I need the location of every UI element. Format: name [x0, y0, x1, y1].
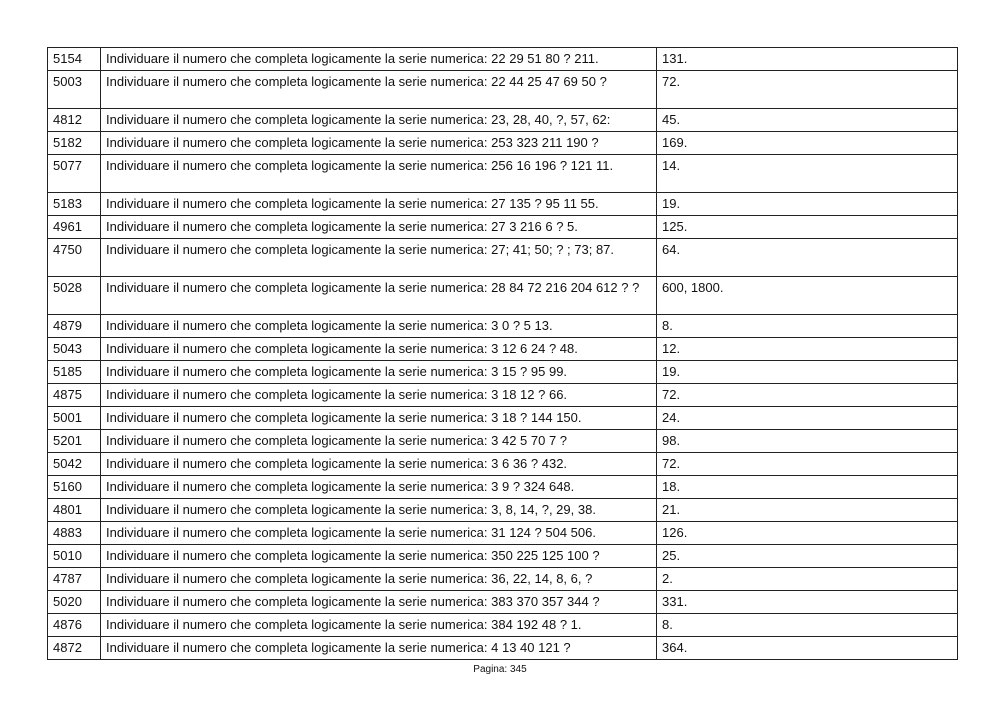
answer-cell: 8.: [657, 614, 958, 637]
question-id-cell: 5042: [48, 453, 101, 476]
table-row: [48, 277, 958, 315]
question-id-cell: 5185: [48, 361, 101, 384]
question-id-cell: 5183: [48, 193, 101, 216]
question-id-cell: 4875: [48, 384, 101, 407]
questions-table: [47, 47, 958, 660]
question-id-cell: 4801: [48, 499, 101, 522]
answer-cell: 72.: [657, 453, 958, 476]
answer-cell: 600, 1800.: [657, 277, 958, 315]
answer-cell: 24.: [657, 407, 958, 430]
question-id-cell: 5154: [48, 48, 101, 71]
question-text-cell: Individuare il numero che completa logicamente la serie numerica: 3 18 ? 144 150.: [101, 407, 657, 430]
answer-cell: 19.: [657, 361, 958, 384]
question-text-cell: Individuare il numero che completa logicamente la serie numerica: 3 42 5 70 7 ?: [101, 430, 657, 453]
question-id-cell: 4883: [48, 522, 101, 545]
answer-cell: 21.: [657, 499, 958, 522]
question-id-cell: 5020: [48, 591, 101, 614]
answer-cell: 14.: [657, 155, 958, 193]
table-row: [48, 499, 958, 522]
question-text-cell: Individuare il numero che completa logicamente la serie numerica: 36, 22, 14, 8, 6, ?: [101, 568, 657, 591]
table-row: [48, 193, 958, 216]
table-row: [48, 614, 958, 637]
table-row: [48, 48, 958, 71]
answer-cell: 364.: [657, 637, 958, 660]
question-id-cell: 5001: [48, 407, 101, 430]
answer-cell: 131.: [657, 48, 958, 71]
question-text-cell: Individuare il numero che completa logicamente la serie numerica: 22 29 51 80 ? 211.: [101, 48, 657, 71]
question-id-cell: 4879: [48, 315, 101, 338]
question-id-cell: 5043: [48, 338, 101, 361]
table-row: [48, 568, 958, 591]
answer-cell: 98.: [657, 430, 958, 453]
question-id-cell: 4787: [48, 568, 101, 591]
answer-cell: 25.: [657, 545, 958, 568]
question-text-cell: Individuare il numero che completa logicamente la serie numerica: 3 12 6 24 ? 48.: [101, 338, 657, 361]
table-row: [48, 109, 958, 132]
table-row: [48, 132, 958, 155]
question-text-cell: Individuare il numero che completa logicamente la serie numerica: 3 9 ? 324 648.: [101, 476, 657, 499]
answer-cell: 125.: [657, 216, 958, 239]
question-id-cell: 4812: [48, 109, 101, 132]
table-row: [48, 453, 958, 476]
question-text-cell: Individuare il numero che completa logicamente la serie numerica: 27 3 216 6 ? 5.: [101, 216, 657, 239]
table-row: [48, 338, 958, 361]
table-row: [48, 155, 958, 193]
question-text-cell: Individuare il numero che completa logicamente la serie numerica: 28 84 72 216 204 612 ? ?: [101, 277, 657, 315]
question-text-cell: Individuare il numero che completa logicamente la serie numerica: 27; 41; 50; ? ; 73; 87.: [101, 239, 657, 277]
question-text-cell: Individuare il numero che completa logicamente la serie numerica: 384 192 48 ? 1.: [101, 614, 657, 637]
table-row: [48, 591, 958, 614]
table-row: [48, 430, 958, 453]
table-row: [48, 545, 958, 568]
question-text-cell: Individuare il numero che completa logicamente la serie numerica: 383 370 357 344 ?: [101, 591, 657, 614]
answer-cell: 19.: [657, 193, 958, 216]
answer-cell: 331.: [657, 591, 958, 614]
question-text-cell: Individuare il numero che completa logicamente la serie numerica: 3 0 ? 5 13.: [101, 315, 657, 338]
question-text-cell: Individuare il numero che completa logicamente la serie numerica: 23, 28, 40, ?, 57, 62:: [101, 109, 657, 132]
question-text-cell: Individuare il numero che completa logicamente la serie numerica: 3, 8, 14, ?, 29, 38.: [101, 499, 657, 522]
question-text-cell: Individuare il numero che completa logicamente la serie numerica: 22 44 25 47 69 50 ?: [101, 71, 657, 109]
question-text-cell: Individuare il numero che completa logicamente la serie numerica: 31 124 ? 504 506.: [101, 522, 657, 545]
question-id-cell: 5182: [48, 132, 101, 155]
table-row: [48, 384, 958, 407]
table-row: [48, 476, 958, 499]
answer-cell: 8.: [657, 315, 958, 338]
question-id-cell: 5160: [48, 476, 101, 499]
question-id-cell: 4750: [48, 239, 101, 277]
question-text-cell: Individuare il numero che completa logicamente la serie numerica: 253 323 211 190 ?: [101, 132, 657, 155]
question-text-cell: Individuare il numero che completa logicamente la serie numerica: 350 225 125 100 ?: [101, 545, 657, 568]
table-row: [48, 315, 958, 338]
question-id-cell: 5077: [48, 155, 101, 193]
answer-cell: 64.: [657, 239, 958, 277]
question-text-cell: Individuare il numero che completa logicamente la serie numerica: 27 135 ? 95 11 55.: [101, 193, 657, 216]
question-id-cell: 5010: [48, 545, 101, 568]
question-id-cell: 5003: [48, 71, 101, 109]
question-id-cell: 4872: [48, 637, 101, 660]
answer-cell: 72.: [657, 71, 958, 109]
answer-cell: 45.: [657, 109, 958, 132]
answer-cell: 12.: [657, 338, 958, 361]
table-row: [48, 522, 958, 545]
table-row: [48, 407, 958, 430]
question-text-cell: Individuare il numero che completa logicamente la serie numerica: 4 13 40 121 ?: [101, 637, 657, 660]
page-number-footer: Pagina: 345: [473, 664, 527, 675]
question-text-cell: Individuare il numero che completa logicamente la serie numerica: 3 15 ? 95 99.: [101, 361, 657, 384]
question-text-cell: Individuare il numero che completa logicamente la serie numerica: 3 18 12 ? 66.: [101, 384, 657, 407]
question-text-cell: Individuare il numero che completa logicamente la serie numerica: 3 6 36 ? 432.: [101, 453, 657, 476]
table-row: [48, 239, 958, 277]
table-row: [48, 361, 958, 384]
question-id-cell: 5028: [48, 277, 101, 315]
table-row: [48, 216, 958, 239]
answer-cell: 18.: [657, 476, 958, 499]
question-id-cell: 4876: [48, 614, 101, 637]
table-row: [48, 71, 958, 109]
answer-cell: 2.: [657, 568, 958, 591]
table-row: [48, 637, 958, 660]
question-id-cell: 5201: [48, 430, 101, 453]
question-text-cell: Individuare il numero che completa logicamente la serie numerica: 256 16 196 ? 121 11.: [101, 155, 657, 193]
question-id-cell: 4961: [48, 216, 101, 239]
answer-cell: 72.: [657, 384, 958, 407]
answer-cell: 169.: [657, 132, 958, 155]
answer-cell: 126.: [657, 522, 958, 545]
